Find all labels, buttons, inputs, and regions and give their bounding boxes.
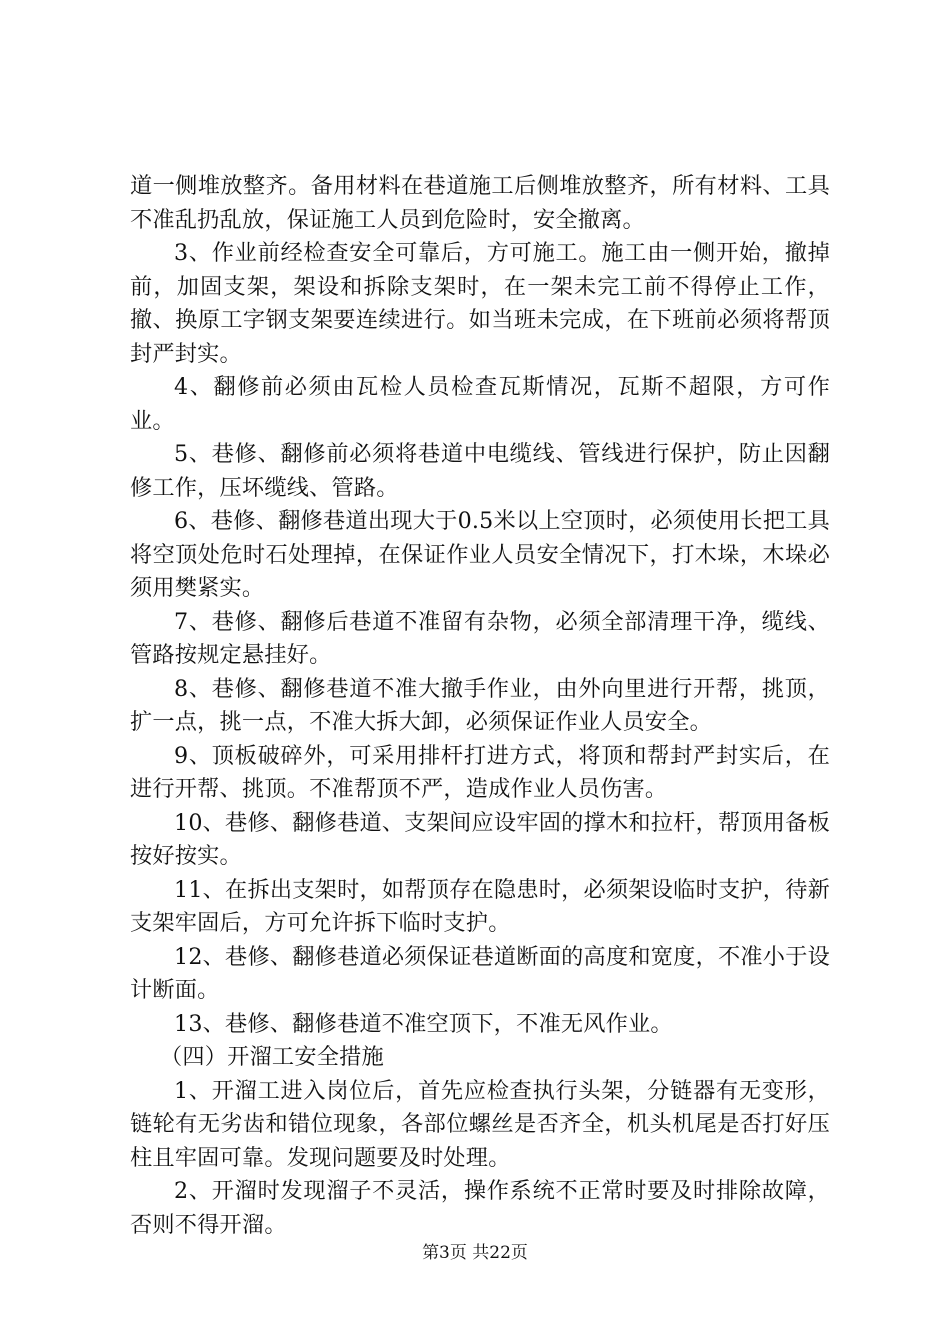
- paragraph-item-3: 3、作业前经检查安全可靠后，方可施工。施工由一侧开始，撤掉前，加固支架，架设和拆除支架时，在一架未完工前不得停止工作，撤、换原工字钢支架要连续进行。如当班未完成，在下班前必须将帮顶封严封实。: [130, 240, 830, 367]
- paragraph-item-10: 10、巷修、翻修巷道、支架间应设牢固的撑木和拉杆，帮顶用备板按好按实。: [130, 809, 830, 869]
- page-number-footer: 第3页 共22页: [422, 1243, 528, 1263]
- paragraph-section-item-1: 1、开溜工进入岗位后，首先应检查执行头架，分链器有无变形，链轮有无劣齿和错位现象，各部位螺丝是否齐全，机头机尾是否打好压柱且牢固可靠。发现问题要及时处理。: [130, 1077, 830, 1171]
- paragraph-item-9: 9、顶板破碎外，可采用排杆打进方式，将顶和帮封严封实后，在进行开帮、挑顶。不准帮顶不严，造成作业人员伤害。: [130, 742, 830, 802]
- paragraph-item-8: 8、巷修、翻修巷道不准大撤手作业，由外向里进行开帮，挑顶，扩一点，挑一点，不准大拆大卸，必须保证作业人员安全。: [130, 675, 830, 735]
- paragraph-item-13: 13、巷修、翻修巷道不准空顶下，不准无风作业。: [174, 1010, 673, 1037]
- paragraph-item-12: 12、巷修、翻修巷道必须保证巷道断面的高度和宽度，不准小于设计断面。: [130, 943, 830, 1003]
- paragraph-section-item-2: 2、开溜时发现溜子不灵活，操作系统不正常时要及时排除故障，否则不得开溜。: [130, 1178, 830, 1238]
- body-text: [130, 170, 830, 1242]
- paragraph-item-11: 11、在拆出支架时，如帮顶存在隐患时，必须架设临时支护，待新支架牢固后，方可允许拆下临时支护。: [130, 876, 830, 936]
- paragraph-item-6: 6、巷修、翻修巷道出现大于0.5米以上空顶时，必须使用长把工具将空顶处危时石处理掉，在保证作业人员安全情况下，打木垛，木垛必须用樊紧实。: [130, 508, 830, 601]
- paragraph-continuation: 道一侧堆放整齐。备用材料在巷道施工后侧堆放整齐，所有材料、工具不准乱扔乱放，保证施工人员到危险时，安全撤离。: [130, 173, 830, 233]
- paragraph-item-7: 7、巷修、翻修后巷道不准留有杂物，必须全部清理干净，缆线、管路按规定悬挂好。: [130, 608, 830, 668]
- paragraph-item-4: 4、翻修前必须由瓦检人员检查瓦斯情况，瓦斯不超限，方可作业。: [130, 374, 830, 434]
- section-heading: （四）开溜工安全措施: [160, 1044, 384, 1070]
- paragraph-item-5: 5、巷修、翻修前必须将巷道中电缆线、管线进行保护，防止因翻修工作，压坏缆线、管路。: [130, 441, 830, 501]
